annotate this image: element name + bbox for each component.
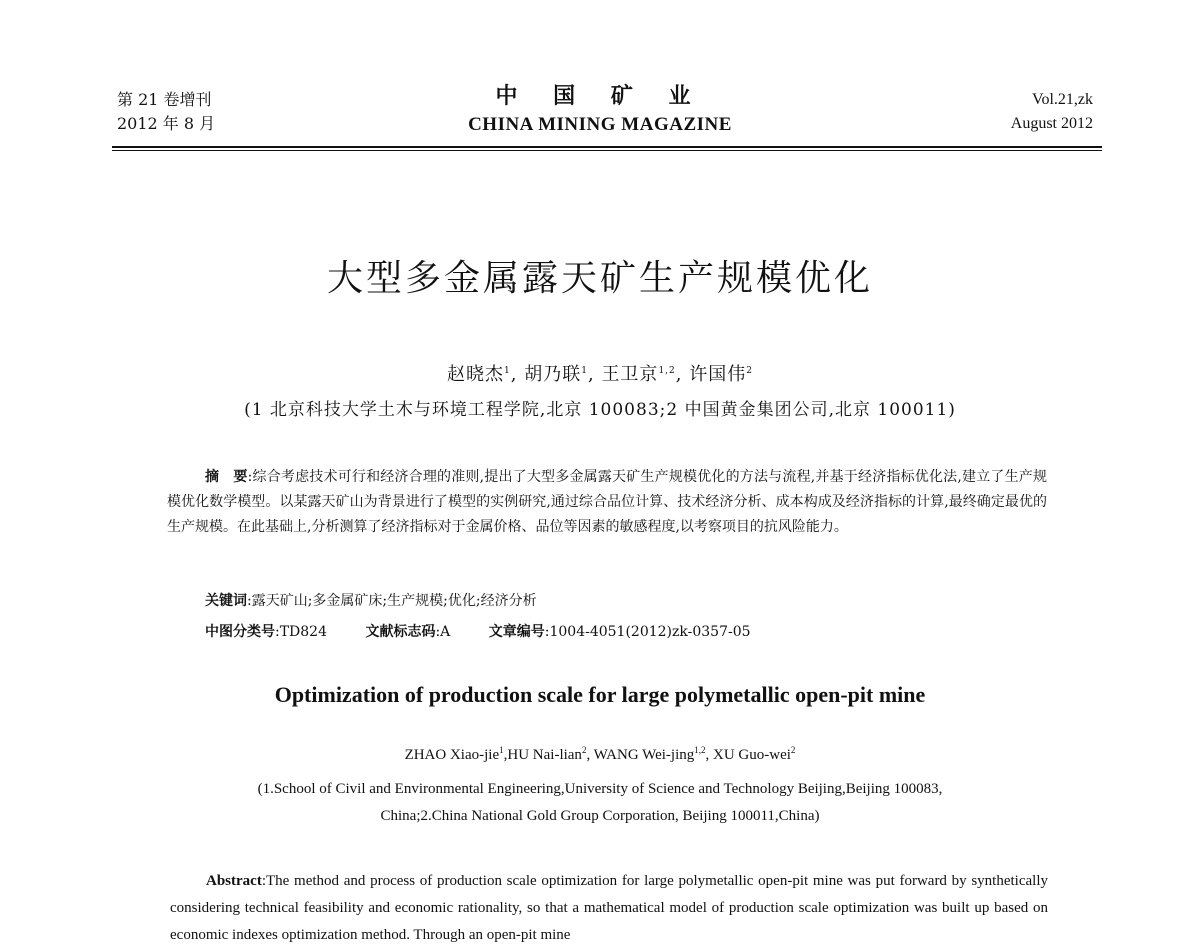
classification-line xyxy=(205,621,751,643)
author-cn: 胡乃联$^1$, xyxy=(524,364,595,385)
clc-label: 中图分类号 xyxy=(205,624,275,640)
doc-code-label: 文献标志码 xyxy=(365,624,436,640)
author-en: ZHAO Xiao-jie$^1$, xyxy=(404,745,508,763)
keywords-cn-label: 关键词 xyxy=(205,593,247,609)
doc-code-value: :A xyxy=(435,624,451,640)
header-right xyxy=(1011,88,1093,136)
abstract-cn-label: 摘 要 xyxy=(205,469,248,485)
article-number-label: 文章编号 xyxy=(488,624,545,640)
authors-en xyxy=(0,745,1200,764)
article-number-value: :1004-4051(2012)zk-0357-05 xyxy=(544,624,751,640)
clc-value: :TD824 xyxy=(275,624,328,640)
keywords-cn xyxy=(205,590,537,612)
volume-cn: 第 21 卷增刊 xyxy=(117,90,212,109)
affiliation-cn: (1 北京科技大学土木与环境工程学院,北京 100083;2 中国黄金集团公司,北京 100011) xyxy=(244,400,956,420)
author-en: XU Guo-wei$^2$ xyxy=(713,745,796,763)
paper-title-cn: 大型多金属露天矿生产规模优化 xyxy=(326,258,873,299)
affiliation-en-line1: (1.School of Civil and Environmental Engineering,University of Science and Technology Beijing,Beijing 100083, xyxy=(257,781,943,797)
date-en: August 2012 xyxy=(1010,115,1093,132)
volume-en: Vol.21,zk xyxy=(1031,91,1093,108)
abstract-en-text: :The method and process of production scale optimization for large polymetallic open-pit mine was put forward by synthetically considering technical feasibility and economic rationality, so that a mathematical model of production scale optimization was built up based on economic indexes optimization method. Through an open-pit mine xyxy=(170,873,1048,943)
author-en: HU Nai-lian$^2$, xyxy=(507,745,594,763)
authors-cn xyxy=(0,360,1200,386)
abstract-cn-text: :综合考虑技术可行和经济合理的准则,提出了大型多金属露天矿生产规模优化的方法与流程,并基于经济指标优化法,建立了生产规模优化数学模型。以某露天矿山为背景进行了模型的实例研究,通过综合品位计算、技术经济分析、成本构成及经济指标的计算,最终确定最优的生产规模。在此基础上,分析测算了经济指标对于金属价格、品位等因素的敏感程度,以考察项目的抗风险能力。 xyxy=(167,469,1047,535)
affiliation-en xyxy=(0,776,1200,830)
abstract-en-label: Abstract xyxy=(206,873,262,889)
author-cn: 王卫京$^{1,2}$, xyxy=(601,364,683,385)
keywords-cn-text: :露天矿山;多金属矿床;生产规模;优化;经济分析 xyxy=(247,593,537,609)
abstract-en xyxy=(170,868,1048,949)
author-cn: 许国伟$^2$ xyxy=(689,364,753,385)
journal-name-cn: 中 国 矿 业 xyxy=(495,84,705,109)
affiliation-en-line2: China;2.China National Gold Group Corporation, Beijing 100011,China) xyxy=(380,808,820,824)
header-rule-thin xyxy=(112,150,1102,151)
author-cn: 赵晓杰$^1$, xyxy=(447,364,518,385)
paper-title-en: Optimization of production scale for large polymetallic open-pit mine xyxy=(274,682,926,707)
header-rule-thick xyxy=(112,146,1102,148)
author-en: WANG Wei-jing$^{1,2}$, xyxy=(593,745,714,763)
abstract-cn xyxy=(167,465,1047,540)
journal-name-en: CHINA MINING MAGAZINE xyxy=(468,114,732,135)
date-cn: 2012 年 8 月 xyxy=(117,114,216,133)
